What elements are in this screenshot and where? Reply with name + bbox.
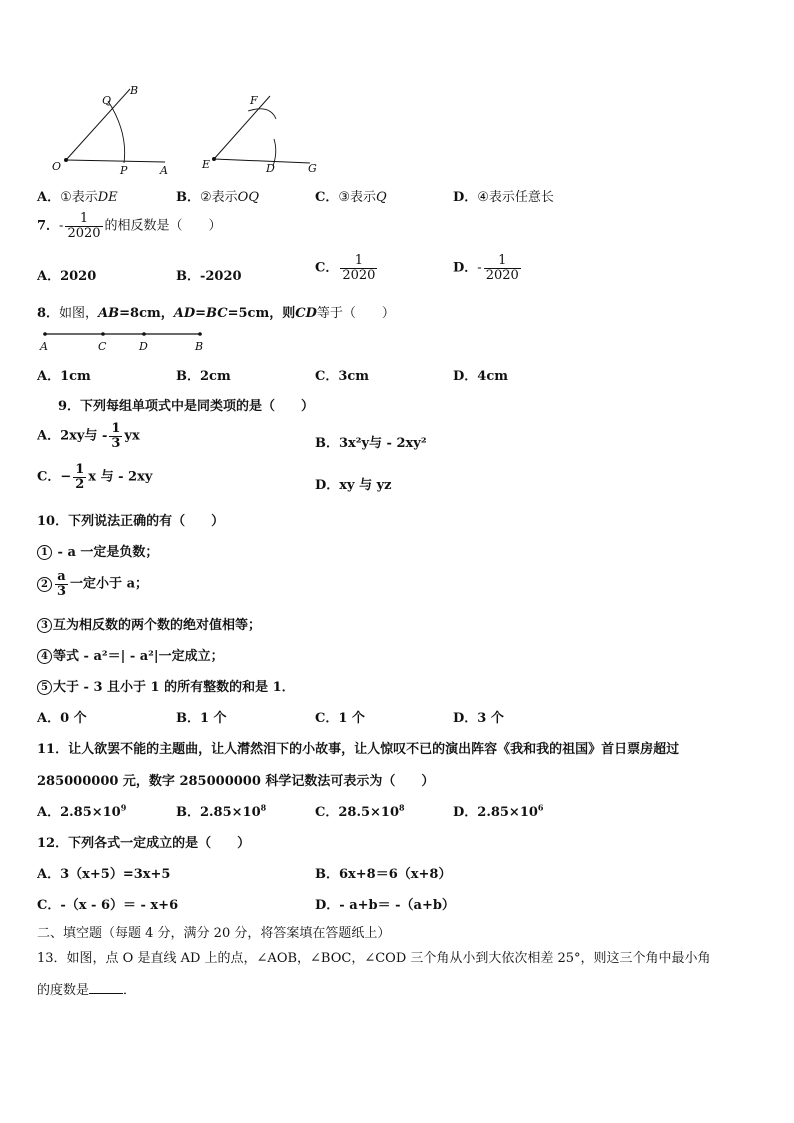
point-label-o: O (52, 160, 62, 173)
q9-option-d: D．xy 与 yz (315, 478, 392, 493)
q9-option-a: A．2xy与 - $\frac{1}{3}$ yx (37, 421, 140, 451)
q13-stem-line2: 的度数是 ． (37, 983, 137, 998)
q10-option-a: A．0 个 (37, 711, 87, 726)
q8-option-d: D．4cm (453, 369, 508, 384)
q10-item-1: 1 - a 一定是负数； (37, 541, 158, 560)
point-label-c-seg: C (98, 340, 107, 353)
q13-stem-line1: 13．如图，点 O 是直线 AD 上的点，∠AOB，∠BOC，∠COD 三个角从小到大依次相差 25°，则这三个角中最小角 (37, 951, 711, 966)
q6-option-c: C．③表示Q (315, 190, 387, 205)
circled-number-5: 5 (37, 680, 52, 695)
q10-item-2: 2 $\frac{a}{3}$ 一定小于 a； (37, 570, 148, 598)
point-label-b-seg: B (195, 340, 204, 353)
q10-option-d: D．3 个 (453, 711, 504, 726)
q7-option-c: C． $\frac{1}{2020}$ (315, 253, 376, 283)
q10-option-b: B．1 个 (176, 711, 227, 726)
point-label-b: B (130, 84, 139, 97)
q10-item-5: 5 大于 - 3 且小于 1 的所有整数的和是 1． (37, 676, 295, 695)
circled-number-2: 2 (37, 577, 52, 592)
q7-option-d: D．- $\frac{1}{2020}$ (453, 253, 519, 283)
q7-option-b: B．-2020 (176, 269, 242, 284)
point-label-a: A (160, 164, 168, 177)
q10-item-3: 3 互为相反数的两个数的绝对值相等； (37, 614, 261, 633)
q12-option-d: D．- a+b＝ -（a+b） (315, 898, 455, 913)
q8-stem: 8．如图，AB=8cm，AD=BC=5cm，则CD等于（ ） (37, 306, 395, 321)
q10-item-4: 4 等式 - a²＝| - a²|一定成立； (37, 645, 224, 664)
q11-option-c: C．$28.5\times 10^8$ (315, 802, 405, 820)
q6-option-b: B．②表示OQ (176, 190, 259, 205)
circled-number-1: 1 (37, 545, 52, 560)
segment-figure (34, 326, 214, 354)
q6-option-d: D．④表示任意长 (453, 190, 554, 205)
compass-figure-right (198, 88, 328, 180)
q12-option-a: A．3（x+5）=3x+5 (37, 867, 171, 882)
point-label-f: F (250, 94, 258, 107)
section-heading: 二、填空题（每题 4 分，满分 20 分，将答案填在答题纸上） (37, 926, 391, 941)
q10-option-c: C．1 个 (315, 711, 365, 726)
q9-option-b: B．3x²y与 - 2xy² (315, 436, 427, 451)
q11-option-b: B．$2.85\times 10^8$ (176, 802, 267, 820)
q11-stem-line1: 11．让人欲罢不能的主题曲，让人潸然泪下的小故事，让人惊叹不已的演出阵容《我和我的祖国》首日票房超过 (37, 742, 680, 757)
q10-stem: 10．下列说法正确的有（ ） (37, 514, 225, 529)
q9-stem: 9．下列每组单项式中是同类项的是（ ） (58, 399, 315, 414)
q8-option-c: C．3cm (315, 369, 370, 384)
point-label-p: P (120, 164, 128, 177)
point-label-q: Q (102, 94, 112, 107)
q7-option-a: A．2020 (37, 269, 97, 284)
answer-blank (89, 983, 123, 994)
q8-option-a: A．1cm (37, 369, 91, 384)
circled-number-3: 3 (37, 618, 52, 633)
q11-option-a: A．$2.85\times 10^9$ (37, 802, 127, 820)
compass-figure-left (50, 80, 180, 180)
q12-option-b: B．6x+8＝6（x+8） (315, 867, 452, 882)
q12-option-c: C．-（x - 6）＝ - x+6 (37, 898, 179, 913)
point-label-e: E (202, 158, 211, 171)
q6-option-a: A．①表示DE (37, 190, 118, 205)
point-label-d-seg: D (139, 340, 148, 353)
point-label-d: D (266, 162, 275, 175)
circled-number-4: 4 (37, 649, 52, 664)
point-label-a-seg: A (40, 340, 48, 353)
q11-option-d: D．$2.85\times 10^6$ (453, 802, 544, 820)
q11-stem-line2: 285000000 元，数字 285000000 科学记数法可表示为（ ） (37, 774, 435, 789)
q12-stem: 12．下列各式一定成立的是（ ） (37, 836, 251, 851)
q7-stem: 7．- $\frac{1}{2020}$ 的相反数是（ ） (37, 211, 222, 241)
q8-option-b: B．2cm (176, 369, 231, 384)
point-label-g: G (308, 162, 317, 175)
q9-option-c: C．− $\frac{1}{2}$ x 与 - 2xy (37, 462, 153, 492)
